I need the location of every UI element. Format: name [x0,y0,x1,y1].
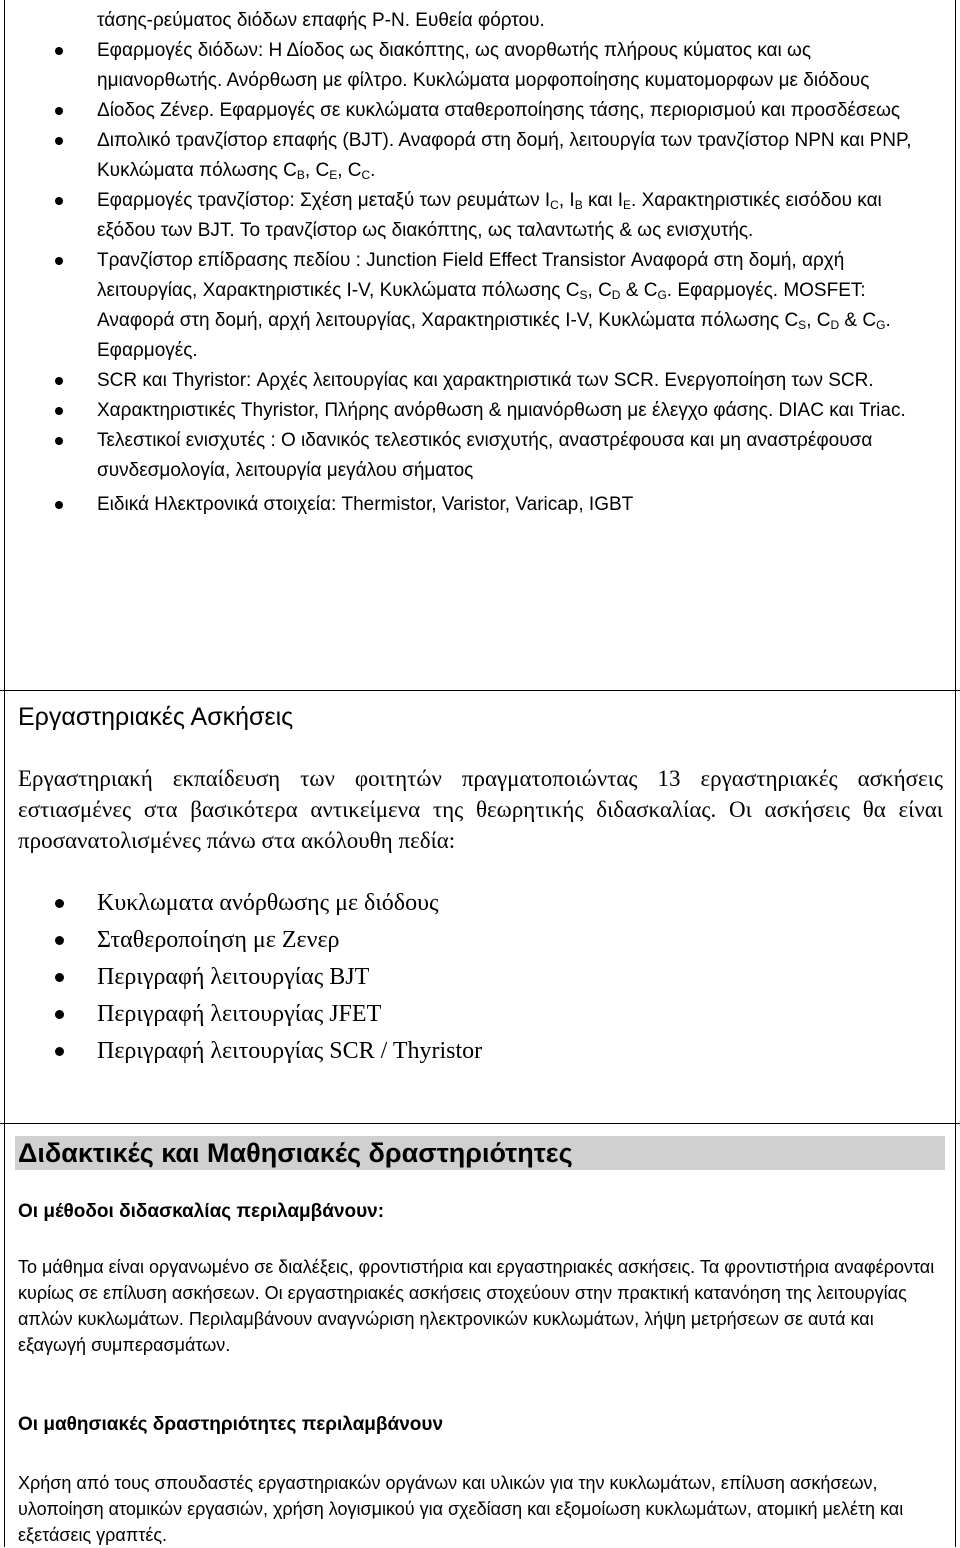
list-item: Ειδικά Ηλεκτρονικά στοιχεία: Thermistor, Varistor, Varicap, IGBT [0,490,960,520]
list-item: Περιγραφή λειτουργίας SCR / Thyristor [0,1033,960,1070]
bullet-icon [55,437,63,445]
list-item: Τελεστικοί ενισχυτές : Ο ιδανικός τελεστικός ενισχυτής, αναστρέφουσα και μη αναστρέφουσα συνδεσμολογία, λειτουργία μεγάλου σήματος [0,426,960,486]
learning-title: Οι μαθησιακές δραστηριότητες περιλαμβάνουν [18,1414,444,1435]
list-item: Εφαρμογές τρανζίστορ: Σχέση μεταξύ των ρευμάτων $I_C$, $I_B$ και $I_E$. Χαρακτηριστικές εισόδου και εξόδου των BJT. Το τρανζίστορ ως διακόπτης, ως ταλαντωτής & ως ενισχυτής. [0,186,960,246]
bullet-icon [55,899,64,908]
learning-text: Χρήση από τους σπουδαστές εργαστηριακών οργάνων και υλικών για την κυκλωμάτων, επίλυση ασκήσεων, υλοποίηση ατομικών εργασιών, χρήση λογισμικού για σχεδίαση και εξομοίωση κυκλωμάτων, ατομική μελέτη και εξετάσεις γραπτές. [18,1473,904,1545]
bullet-icon [55,257,63,265]
bullet-icon [55,137,63,145]
syllabus-list [0,36,960,520]
list-item: Διπολικό τρανζίστορ επαφής (BJT). Αναφορά στη δομή, λειτουργία των τρανζίστορ NPN και PNP, Κυκλώματα πόλωσης $C_B$, $C_E$, $C_C$. [0,126,960,186]
list-item: Κυκλωματα ανόρθωσης με διόδους [0,885,960,922]
list-item: SCR και Thyristor: Αρχές λειτουργίας και χαρακτηριστικά των SCR. Ενεργοποίηση των SCR. [0,366,960,396]
methods-text: Το μάθημα είναι οργανωμένο σε διαλέξεις, φροντιστήρια και εργαστηριακές ασκήσεις. Τα φροντιστήρια αναφέρονται κυρίως σε επίλυση ασκήσεων. Οι εργαστηριακές ασκήσεις στοχεύουν στην πρακτική κατανόηση της λειτουργίας απλών κυκλωμάτων. Περιλαμβάνουν αναγνώριση ηλεκτρονικών κυκλωμάτων, λήψη μετρήσεων σε αυτά και εξαγωγή συμπερασμάτων. [18,1257,935,1355]
bullet-icon [55,197,63,205]
bullet-icon [55,501,63,509]
activities-heading-band [15,1136,945,1170]
bullet-icon [55,1010,64,1019]
lab-list [0,885,960,1070]
list-item: Δίοδος Ζένερ. Εφαρμογές σε κυκλώματα σταθεροποίησης τάσης, περιορισμού και προσδέσεως [0,96,960,126]
list-item: Περιγραφή λειτουργίας JFET [0,996,960,1033]
list-item: Τρανζίστορ επίδρασης πεδίου : Junction Field Effect Transistor Αναφορά στη δομή, αρχή λειτουργίας, Χαρακτηριστικές I-V, Κυκλώματα πόλωσης $C_S$, $C_D$ & $C_G$. Εφαρμογές. MOSFET: Αναφορά στη δομή, αρχή λειτουργίας, Χαρακτηριστικές I-V, Κυκλώματα πόλωσης $C_S$, $C_D$ & $C_G$. Εφαρμογές. [0,246,960,366]
lab-section [0,691,960,1123]
activities-heading: Διδακτικές και Μαθησιακές δραστηριότητες [18,1138,573,1168]
continued-line: τάσης-ρεύματος διόδων επαφής P-N. Ευθεία φόρτου. [97,10,545,31]
bullet-icon [55,107,63,115]
bullet-icon [55,936,64,945]
bullet-icon [55,973,64,982]
list-item: Σταθεροποίηση με Ζενερ [0,922,960,959]
list-item: Εφαρμογές διόδων: Η Δίοδος ως διακόπτης, ως ανορθωτής πλήρους κύματος και ως ημιανορθωτής. Ανόρθωση με φίλτρο. Κυκλώματα μορφοποίησης κυματομορφων με διόδους [0,36,960,96]
activities-section [0,1124,960,1547]
bullet-icon [55,1047,64,1056]
syllabus-section [0,0,960,690]
bullet-icon [55,407,63,415]
lab-title: Εργαστηριακές Ασκήσεις [18,703,294,731]
methods-title: Οι μέθοδοι διδασκαλίας περιλαμβάνουν: [18,1201,385,1222]
lab-paragraph: Εργαστηριακή εκπαίδευση των φοιτητών πραγματοποιώντας 13 εργαστηριακές ασκήσεις εστιασμένες στα βασικότερα αντικείμενα της θεωρητικής διδασκαλίας. Οι ασκήσεις θα είναι προσανατολισμένες πάνω στα ακόλουθη πεδία: [18,766,943,853]
list-item: Χαρακτηριστικές Thyristor, Πλήρης ανόρθωση & ημιανόρθωση με έλεγχο φάσης. DIAC και Triac. [0,396,960,426]
bullet-icon [55,377,63,385]
bullet-icon [55,47,63,55]
list-item: Περιγραφή λειτουργίας BJT [0,959,960,996]
